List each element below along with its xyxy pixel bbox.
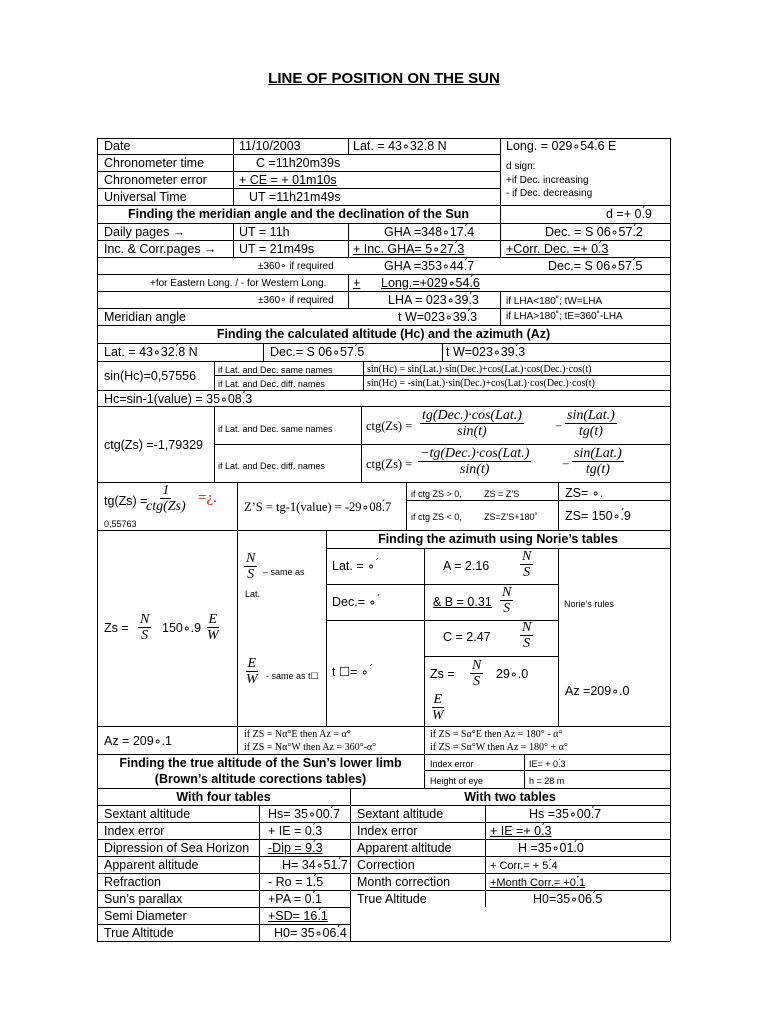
norie-zs-label: Zs =	[430, 667, 455, 681]
four-row-value: -Dip = 9.́3	[268, 841, 323, 855]
long-add: Long.=+029∘54.́6	[381, 276, 480, 290]
ctg-zs-value: ctg(Zs) =-1,79329	[104, 438, 204, 452]
two-row-label: Index error	[357, 824, 418, 838]
norie-b-value: & B = 0.31	[433, 595, 492, 609]
zs-eq-negative: ZS=Z’S+180˚	[484, 512, 538, 522]
tg-zs-fraction: 1 ctg(Zs)	[146, 483, 186, 514]
cond-same-names-2: if Lat. and Dec. same names	[218, 424, 333, 434]
formula-diff-names: sin(Hc) = -sin(Lat.)·sin(Dec.)+cos(Lat.)·cos(Dec.)·cos(t)	[367, 378, 595, 389]
brown-header-1: Finding the true altitude of the Sun’s lower limb	[119, 756, 402, 770]
small-value: 0,55763	[104, 519, 137, 529]
four-row-value: +PA = 0.́1	[268, 892, 322, 906]
date-value: 11/10/2003	[239, 139, 301, 153]
two-row-value: H =35∘01.́0	[518, 841, 584, 855]
inc-corr-label: Inc. & Corr.pages →	[104, 242, 217, 256]
norie-rules: Norie’s rules	[564, 599, 614, 609]
dec-sec2: Dec.= S 06∘57.́5	[270, 345, 365, 359]
cond-same-names: if Lat. and Dec. same names	[218, 365, 333, 375]
az-rule-2: if ZS = Nα°W then Az = 360°-α°	[244, 742, 377, 753]
chronometer-time-label: Chronometer time	[104, 156, 205, 170]
four-row-label: Sextant altitude	[104, 807, 191, 821]
ctg-positive-cond: if ctg ZS > 0,	[411, 489, 462, 499]
same-as-t-note: - same as t☐	[266, 671, 319, 681]
ctg-eq-2: ctg(Zs) =	[366, 457, 413, 471]
section-altitude-header: Finding the calculated altitude (Hc) and the azimuth (Az)	[216, 327, 551, 341]
inc-corr-dec: +Corr. Dec. =+ 0.́3	[506, 242, 609, 256]
two-row-label: Sextant altitude	[357, 807, 444, 821]
height-eye-label: Height of eye	[430, 776, 484, 786]
index-error-value: IE= + 0.́3	[529, 759, 566, 769]
lat-small: Lat.	[245, 589, 261, 599]
two-row-value: + IE =+ 0.́3	[490, 824, 552, 838]
norie-az-value: Az =209∘.0	[565, 684, 630, 698]
same-as-lat-note: – same as	[263, 567, 305, 577]
four-row-value: H= 34∘51.́7	[282, 858, 348, 872]
page-title: LINE OF POSITION ON THE SUN	[268, 70, 500, 87]
two-row-value: Hs =35∘00.́7	[529, 807, 602, 821]
plus-sign: +	[353, 276, 361, 290]
ctg-eq-1: ctg(Zs) =	[366, 419, 413, 433]
chronometer-error-value: + CE = + 01m10s	[239, 173, 337, 187]
four-row-label: Sun’s parallax	[104, 892, 183, 906]
four-row-value: H0= 35∘06.́4	[274, 926, 347, 940]
hc-value: Hc=sin-1(value) = 35∘08.́3	[104, 392, 253, 406]
minus-2: −	[562, 457, 570, 471]
e-over-w-left: $\frac{E}{W}$	[207, 612, 219, 643]
norie-dec-field: Dec.= ∘ ́	[332, 595, 380, 609]
formula-same-names: sin(Hc) = sin(Lat.)·sin(Dec.)+cos(Lat.)·cos(Dec.)·cos(t)	[367, 364, 592, 375]
plus-360-note-1: ±360∘ if required	[258, 261, 334, 272]
e-over-w-zs: $\frac{E}{W}$	[432, 692, 444, 723]
az-rule-1: if ZS = Nα°E then Az = α°	[244, 729, 351, 740]
two-tables-header: With two tables	[464, 790, 556, 804]
e-over-w-1: $\frac{E}{W}$	[246, 656, 258, 687]
height-eye-value: h = 28 m	[529, 776, 565, 786]
d-sign-increasing: +if Dec. increasing	[506, 175, 589, 186]
four-row-value: +SD= 16.́1	[268, 909, 328, 923]
lha-value: LHA = 023∘39.́3	[388, 293, 479, 307]
tg-zs-label: tg(Zs) =	[104, 494, 148, 508]
ctg-fraction-2a: −tg(Dec.)·cos(Lat.) sin(t)	[420, 446, 530, 477]
az-rule-3: if ZS = Sα°E then Az = 180° - α°	[430, 729, 563, 740]
n-over-s-c: $\frac{N}{S}$	[522, 620, 532, 651]
two-row-label: Month correction	[357, 875, 451, 889]
four-row-value: - Ro = 1.́5	[268, 875, 324, 889]
lha-rule-1: if LHA<180˚; tW=LHA	[506, 296, 603, 307]
date-label: Date	[104, 139, 131, 153]
cond-diff-names-2: if Lat. and Dec. diff. names	[218, 461, 325, 471]
norie-zs-value: 29∘.0	[496, 667, 529, 681]
lha-rule-2: if LHA>180˚; tE=360˚-LHA	[506, 311, 623, 322]
n-over-s-a: $\frac{N}{S}$	[522, 549, 532, 580]
n-over-s-b: $\frac{N}{S}$	[502, 585, 512, 616]
lat-value: Lat. = 43∘32.́8 N	[353, 139, 447, 153]
zs-left-value: 150∘.9	[162, 621, 202, 635]
tg-zs-result: =¿.	[198, 490, 217, 506]
four-tables-header: With four tables	[176, 790, 271, 804]
az-final: Az = 209∘.1	[104, 734, 172, 748]
lat-sec2: Lat. = 43∘32.́8 N	[104, 345, 198, 359]
two-row-label: Correction	[357, 858, 415, 872]
zs-result: ZS= 150∘.́9	[565, 509, 631, 523]
zs-blank: ZS= ∘.	[565, 486, 604, 500]
four-row-value: Hs= 35∘00.́7	[268, 807, 341, 821]
index-error-label: Index error	[430, 759, 474, 769]
az-rule-4: if ZS = Sα°W then Az = 180° + α°	[430, 742, 568, 753]
gha-total: GHA =353∘44.́7	[384, 259, 475, 273]
section-norie-header: Finding the azimuth using Norie’s tables	[378, 532, 618, 546]
long-value: Long. = 029∘54.́6 E	[506, 139, 617, 153]
two-row-label: True Altitude	[357, 892, 427, 906]
minus-1: −	[555, 419, 563, 433]
zs-left-label: Zs =	[104, 621, 129, 635]
norie-lat-field: Lat. = ∘ ́	[332, 559, 379, 573]
four-row-label: Semi Diameter	[104, 909, 187, 923]
east-west-note: +for Eastern Long. / - for Western Long.	[150, 278, 327, 289]
inc-gha: + Inc. GHA= 5∘27.́3	[353, 242, 465, 256]
chronometer-time-value: C =11h20m39s	[256, 156, 341, 170]
zs-prime: Z’S = tg-1(value) = -29∘08.́7	[244, 500, 392, 514]
plus-360-note-2: ±360∘ if required	[258, 295, 334, 306]
norie-c-value: C = 2.47	[443, 630, 491, 644]
cond-diff-names: if Lat. and Dec. diff. names	[218, 379, 325, 389]
four-row-label: True Altitude	[104, 926, 174, 940]
four-row-label: Refraction	[104, 875, 161, 889]
four-row-label: Index error	[104, 824, 165, 838]
inc-ut: UT = 21m49s	[239, 242, 315, 256]
tw-sec2: t W=023∘39.́3	[446, 345, 526, 359]
ctg-fraction-1a: tg(Dec.)·cos(Lat.) sin(t)	[422, 408, 522, 439]
two-row-value: H0=35∘06.́5	[533, 892, 603, 906]
four-row-label: Apparent altitude	[104, 858, 199, 872]
daily-pages-label: Daily pages →	[104, 225, 186, 239]
section-meridian-header: Finding the meridian angle and the declination of the Sun	[128, 207, 469, 221]
two-row-value: +Month Corr.= +0.́1	[490, 877, 586, 889]
dec-total: Dec.= S 06∘57.́5	[548, 259, 643, 273]
d-value: d =+ 0.́9	[606, 207, 652, 221]
four-row-label: Dipression of Sea Horizon	[104, 841, 250, 855]
universal-time-value: UT =11h21m49s	[249, 190, 341, 204]
ctg-fraction-1b: sin(Lat.) tg(t)	[567, 408, 615, 439]
n-over-s-zs: $\frac{N}{S}$	[472, 658, 482, 689]
n-over-s-left: $\frac{N}{S}$	[140, 612, 150, 643]
daily-ut: UT = 11h	[239, 225, 290, 239]
d-sign-title: d sign:	[506, 161, 536, 172]
universal-time-label: Universal Time	[104, 190, 187, 204]
brown-header-2: (Brown’s altitude corections tables)	[154, 772, 367, 786]
sin-hc-value: sin(Hc)=0,57556	[104, 369, 197, 383]
tw-value: t W=023∘39.́3	[398, 310, 478, 324]
meridian-angle-label: Meridian angle	[104, 310, 186, 324]
ctg-fraction-2b: sin(Lat.) tg(t)	[574, 446, 622, 477]
two-row-label: Apparent altitude	[357, 841, 452, 855]
d-sign-decreasing: - if Dec. decreasing	[506, 188, 593, 199]
daily-gha: GHA =348∘17.́4	[384, 225, 475, 239]
n-over-s-1: $\frac{N}{S}$	[246, 551, 256, 582]
daily-dec: Dec. = S 06∘57.́2	[545, 225, 643, 239]
ctg-negative-cond: if ctg ZS < 0,	[411, 512, 462, 522]
two-row-value: + Corr.= + 5.́4	[490, 860, 558, 872]
four-row-value: + IE = 0.́3	[268, 824, 323, 838]
norie-t-field: t ☐= ∘ ́	[332, 665, 373, 679]
zs-eq-positive: ZS = Z’S	[484, 489, 520, 499]
chronometer-error-label: Chronometer error	[104, 173, 207, 187]
norie-a-value: A = 2.16	[443, 559, 490, 573]
